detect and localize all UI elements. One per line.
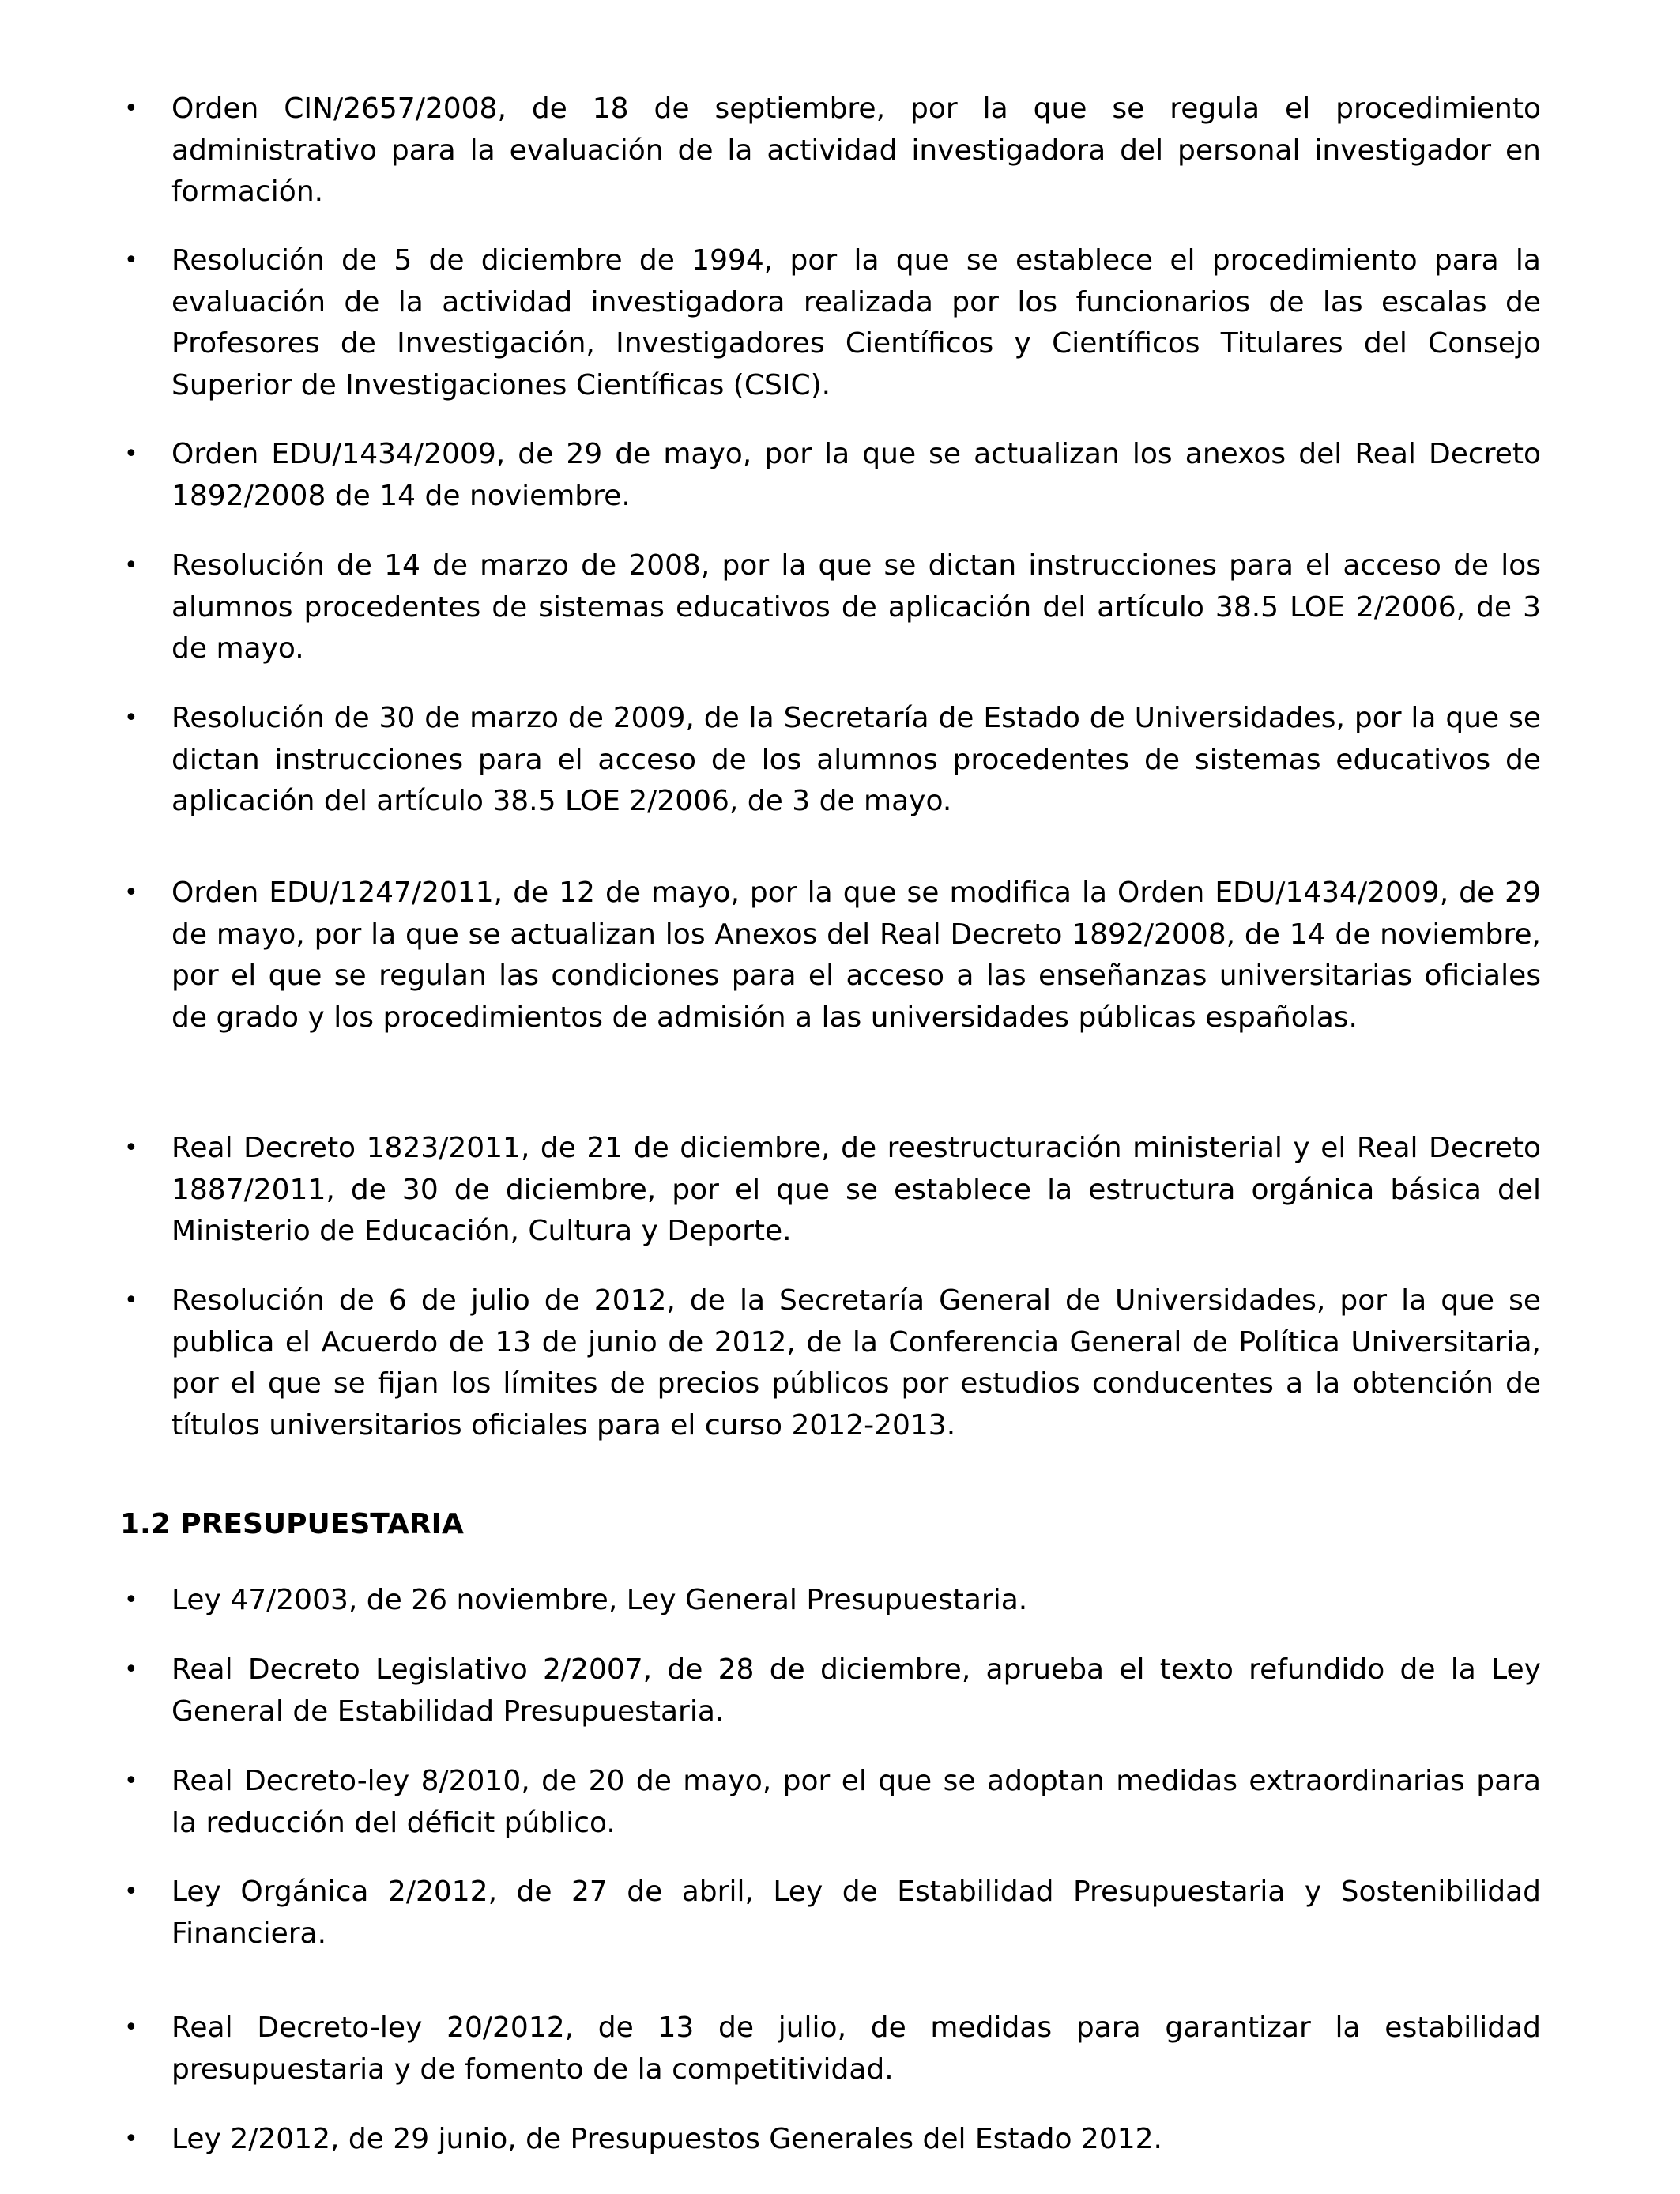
bullet-icon: •: [124, 1287, 138, 1314]
list-item: [124, 1128, 1541, 1253]
list-item-text: Resolución de 14 de marzo de 2008, por la que se dictan instrucciones para el acceso de los alumnos procedentes de sistemas educativos de aplicación del artículo 38.5 LOE 2/2006, de 3 de mayo.: [171, 549, 1541, 665]
list-item: [124, 1872, 1541, 1955]
list-item: [124, 1649, 1541, 1732]
list-item-text: Orden EDU/1247/2011, de 12 de mayo, por la que se modifica la Orden EDU/1434/2009, de 29 de mayo, por la que se actualizan los Anexos del Real Decreto 1892/2008, de 14 de noviembre, por el que se regulan las condiciones para el acceso a las enseñanzas universitarias oficiales de grado y los procedimientos de admisión a las universidades públicas españolas.: [171, 876, 1541, 1034]
bullet-icon: •: [124, 1586, 138, 1614]
list-item-text: Ley 2/2012, de 29 junio, de Presupuestos Generales del Estado 2012.: [171, 2123, 1162, 2155]
list-item-text: Ley 47/2003, de 26 noviembre, Ley General Presupuestaria.: [171, 1584, 1028, 1616]
list-item: [124, 89, 1541, 213]
list-item: [124, 873, 1541, 1039]
bullet-icon: •: [124, 2014, 138, 2041]
list-item-text: Resolución de 5 de diciembre de 1994, por la que se establece el procedimiento para la evaluación de la actividad investigadora realizada por los funcionarios de las escalas de Profesores de Investigación, Investigadores Científicos y Científicos Titulares del Consejo Superior de Investigaciones Científicas (CSIC).: [171, 244, 1541, 401]
list-item: [124, 240, 1541, 406]
bullet-icon: •: [124, 1134, 138, 1162]
list-item-text: Real Decreto Legislativo 2/2007, de 28 de diciembre, aprueba el texto refundido de la Ley General de Estabilidad Presupuestaria.: [171, 1653, 1541, 1728]
list-item: [124, 1280, 1541, 1446]
bullet-icon: •: [124, 552, 138, 579]
bullet-icon: •: [124, 704, 138, 732]
list-item-text: Real Decreto 1823/2011, de 21 de diciembre, de reestructuración ministerial y el Real Decreto 1887/2011, de 30 de diciembre, por el que se establece la estructura orgánica básica del Ministerio de Educación, Cultura y Deporte.: [171, 1132, 1541, 1247]
bullet-icon: •: [124, 1767, 138, 1795]
list-item: [124, 434, 1541, 517]
list-item-text: Orden CIN/2657/2008, de 18 de septiembre, por la que se regula el procedimiento administrativo para la evaluación de la actividad investigadora del personal investigador en formación.: [171, 92, 1541, 208]
list-item: [124, 1761, 1541, 1844]
list-item: [124, 2119, 1541, 2161]
bullet-icon: •: [124, 1656, 138, 1683]
list-item: [124, 2007, 1541, 2090]
list-item-text: Resolución de 30 de marzo de 2009, de la Secretaría de Estado de Universidades, por la que se dictan instrucciones para el acceso de los alumnos procedentes de sistemas educativos de aplicación del artículo 38.5 LOE 2/2006, de 3 de mayo.: [171, 702, 1541, 817]
list-item-text: Orden EDU/1434/2009, de 29 de mayo, por la que se actualizan los anexos del Real Decreto 1892/2008 de 14 de noviembre.: [171, 438, 1541, 512]
section-heading: 1.2 PRESUPUESTARIA: [120, 1508, 464, 1540]
list-item-text: Real Decreto-ley 20/2012, de 13 de julio, de medidas para garantizar la estabilidad presupuestaria y de fomento de la competitividad.: [171, 2011, 1541, 2086]
list-item: [124, 1580, 1541, 1622]
list-item-text: Ley Orgánica 2/2012, de 27 de abril, Ley de Estabilidad Presupuestaria y Sostenibilidad Financiera.: [171, 1875, 1541, 1950]
bullet-icon: •: [124, 247, 138, 274]
bullet-icon: •: [124, 95, 138, 123]
bullet-icon: •: [124, 879, 138, 907]
list-item: [124, 545, 1541, 670]
list-item-text: Resolución de 6 de julio de 2012, de la Secretaría General de Universidades, por la que se publica el Acuerdo de 13 de junio de 2012, de la Conferencia General de Política Universitaria, por el que se fijan los límites de precios públicos por estudios conducentes a la obtención de títulos universitarios oficiales para el curso 2012-2013.: [171, 1284, 1541, 1442]
list-item: [124, 698, 1541, 823]
bullet-icon: •: [124, 440, 138, 468]
list-item-text: Real Decreto-ley 8/2010, de 20 de mayo, por el que se adoptan medidas extraordinarias para la reducción del déficit público.: [171, 1765, 1541, 1839]
bullet-icon: •: [124, 2125, 138, 2153]
bullet-icon: •: [124, 1878, 138, 1906]
